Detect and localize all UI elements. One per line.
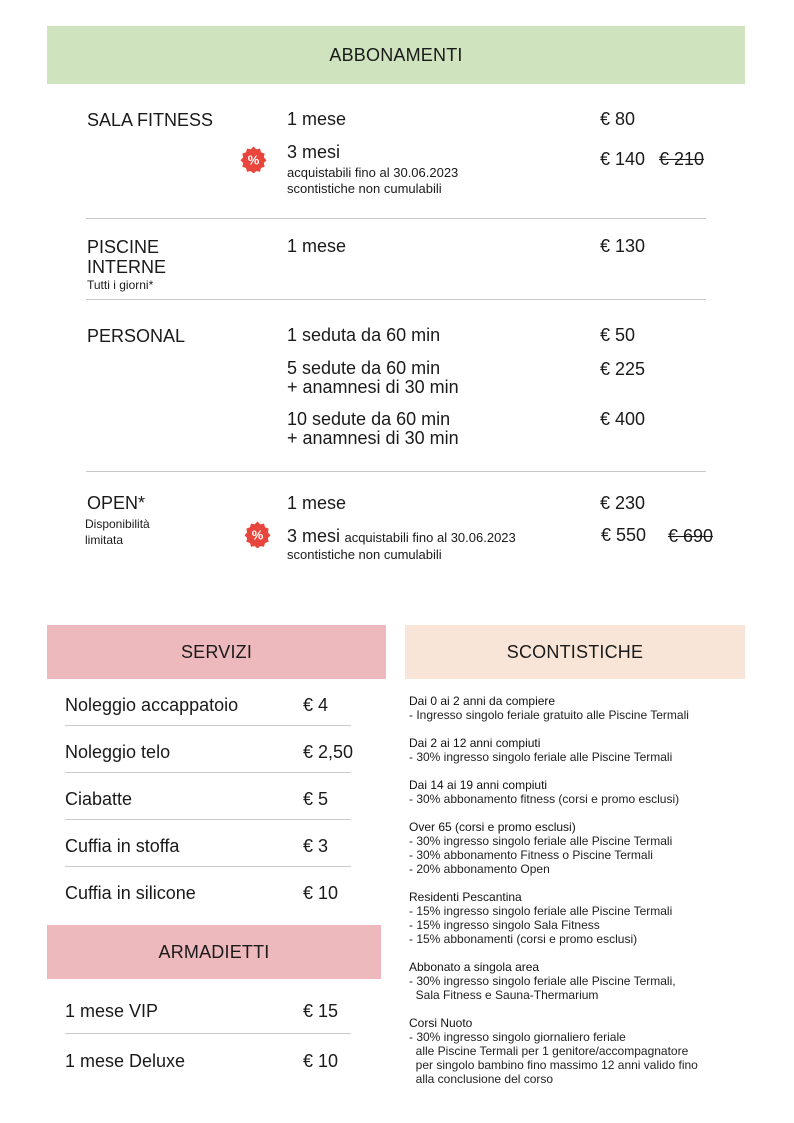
armadietti-item-name: 1 mese Deluxe bbox=[65, 1051, 186, 1071]
personal-5-sedute-1: 5 sedute da 60 min bbox=[287, 358, 441, 378]
discount-line: - Ingresso singolo feriale gratuito alle Piscine Termali bbox=[409, 708, 689, 722]
sala-fitness-1-mese: 1 mese bbox=[287, 109, 347, 129]
sala-fitness-1-mese-price: € 80 bbox=[600, 109, 636, 129]
discount-group-title: Corsi Nuoto bbox=[409, 1016, 473, 1030]
open-1-mese: 1 mese bbox=[287, 493, 347, 513]
sala-fitness-label: SALA FITNESS bbox=[87, 110, 214, 130]
personal-1-seduta-price: € 50 bbox=[600, 325, 636, 345]
personal-10-sedute-1: 10 sedute da 60 min bbox=[287, 409, 451, 429]
armadietti-header bbox=[47, 925, 381, 979]
servizi-title: SERVIZI bbox=[180, 641, 253, 662]
discount-group bbox=[409, 890, 749, 946]
servizi-item-price: € 3 bbox=[303, 836, 329, 856]
divider bbox=[65, 772, 351, 773]
open-3-mesi: 3 mesi bbox=[287, 526, 341, 546]
open-3-mesi-price: € 550 bbox=[601, 525, 647, 545]
discount-group-title: Dai 2 ai 12 anni compiuti bbox=[409, 736, 541, 750]
discount-group bbox=[409, 1016, 749, 1086]
discount-line: - 15% ingresso singolo Sala Fitness bbox=[409, 918, 600, 932]
divider bbox=[65, 725, 351, 726]
open-sub-1: Disponibilità bbox=[85, 517, 150, 531]
discount-percent-icon bbox=[240, 146, 267, 173]
servizi-item-name: Cuffia in stoffa bbox=[65, 836, 180, 856]
discount-group bbox=[409, 694, 749, 722]
discount-line: - 30% ingresso singolo feriale alle Piscine Termali, bbox=[409, 974, 676, 988]
open-label: OPEN* bbox=[87, 493, 146, 513]
discount-group-title: Dai 14 ai 19 anni compiuti bbox=[409, 778, 548, 792]
discount-line: Sala Fitness e Sauna-Thermarium bbox=[409, 988, 599, 1002]
svg-text:%: % bbox=[251, 527, 264, 543]
divider bbox=[65, 819, 351, 820]
servizi-item-price: € 5 bbox=[303, 789, 329, 809]
discount-line: - 30% abbonamento Fitness o Piscine Termali bbox=[409, 848, 653, 862]
servizi-header bbox=[47, 625, 386, 679]
armadietti-item-price: € 15 bbox=[303, 1001, 339, 1021]
discount-group bbox=[409, 778, 749, 806]
armadietti-item-price: € 10 bbox=[303, 1051, 339, 1071]
abbonamenti-title: ABBONAMENTI bbox=[329, 44, 463, 65]
servizi-item-name: Noleggio telo bbox=[65, 742, 171, 762]
personal-10-sedute-2: + anamnesi di 30 min bbox=[287, 428, 459, 448]
divider bbox=[86, 299, 706, 300]
discount-group bbox=[409, 960, 749, 1002]
divider bbox=[65, 866, 351, 867]
personal-5-sedute-price: € 225 bbox=[600, 359, 646, 379]
servizi-item-name: Ciabatte bbox=[65, 789, 133, 809]
open-3-mesi-line bbox=[287, 527, 516, 547]
sala-fitness-3-mesi-note1: acquistabili fino al 30.06.2023 bbox=[287, 165, 459, 180]
servizi-item-price: € 10 bbox=[303, 883, 339, 903]
open-3-mesi-old-price: € 690 bbox=[668, 526, 714, 546]
personal-label: PERSONAL bbox=[87, 326, 186, 346]
sala-fitness-3-mesi-note2: scontistiche non cumulabili bbox=[287, 181, 442, 196]
discount-line: alle Piscine Termali per 1 genitore/accompagnatore bbox=[409, 1044, 689, 1058]
personal-1-seduta: 1 seduta da 60 min bbox=[287, 325, 441, 345]
servizi-item-name: Noleggio accappatoio bbox=[65, 695, 239, 715]
scontistiche-header bbox=[405, 625, 745, 679]
discount-group-title: Residenti Pescantina bbox=[409, 890, 522, 904]
personal-10-sedute-price: € 400 bbox=[600, 409, 646, 429]
sala-fitness-3-mesi-old-price: € 210 bbox=[659, 149, 705, 169]
servizi-item-price: € 2,50 bbox=[303, 742, 354, 762]
personal-5-sedute-2: + anamnesi di 30 min bbox=[287, 377, 459, 397]
divider bbox=[86, 471, 706, 472]
discount-line: - 30% ingresso singolo feriale alle Piscine Termali bbox=[409, 750, 673, 764]
discount-group-title: Abbonato a singola area bbox=[409, 960, 540, 974]
armadietti-item-name: 1 mese VIP bbox=[65, 1001, 159, 1021]
sala-fitness-3-mesi: 3 mesi bbox=[287, 142, 341, 162]
svg-text:%: % bbox=[247, 152, 260, 168]
discount-group-title: Dai 0 ai 2 anni da compiere bbox=[409, 694, 556, 708]
armadietti-title: ARMADIETTI bbox=[158, 941, 270, 962]
servizi-item-price: € 4 bbox=[303, 695, 329, 715]
piscine-label-1: PISCINE bbox=[87, 237, 160, 257]
discount-group-title: Over 65 (corsi e promo esclusi) bbox=[409, 820, 576, 834]
divider bbox=[65, 1033, 351, 1034]
discount-percent-icon bbox=[244, 521, 271, 548]
discount-line: alla conclusione del corso bbox=[409, 1072, 554, 1086]
discount-group bbox=[409, 736, 749, 764]
discount-line: - 30% ingresso singolo feriale alle Piscine Termali bbox=[409, 834, 673, 848]
sala-fitness-3-mesi-price: € 140 bbox=[600, 149, 646, 169]
abbonamenti-header bbox=[47, 26, 745, 84]
servizi-item-name: Cuffia in silicone bbox=[65, 883, 196, 903]
discount-line: - 15% ingresso singolo feriale alle Piscine Termali bbox=[409, 904, 673, 918]
piscine-1-mese-price: € 130 bbox=[600, 236, 646, 256]
open-1-mese-price: € 230 bbox=[600, 493, 646, 513]
discount-line: - 15% abbonamenti (corsi e promo esclusi) bbox=[409, 932, 638, 946]
divider bbox=[86, 218, 706, 219]
discount-group bbox=[409, 820, 749, 876]
discount-line: - 20% abbonamento Open bbox=[409, 862, 550, 876]
scontistiche-title: SCONTISTICHE bbox=[506, 641, 644, 662]
piscine-1-mese: 1 mese bbox=[287, 236, 347, 256]
piscine-label-2: INTERNE bbox=[87, 257, 167, 277]
discount-line: - 30% ingresso singolo giornaliero feriale bbox=[409, 1030, 626, 1044]
open-3-mesi-note1: acquistabili fino al 30.06.2023 bbox=[344, 530, 516, 545]
discount-line: - 30% abbonamento fitness (corsi e promo esclusi) bbox=[409, 792, 680, 806]
open-3-mesi-note2: scontistiche non cumulabili bbox=[287, 547, 442, 562]
discount-line: per singolo bambino fino massimo 12 anni valido fino bbox=[409, 1058, 698, 1072]
piscine-sub: Tutti i giorni* bbox=[87, 278, 154, 292]
open-sub-2: limitata bbox=[85, 533, 124, 547]
